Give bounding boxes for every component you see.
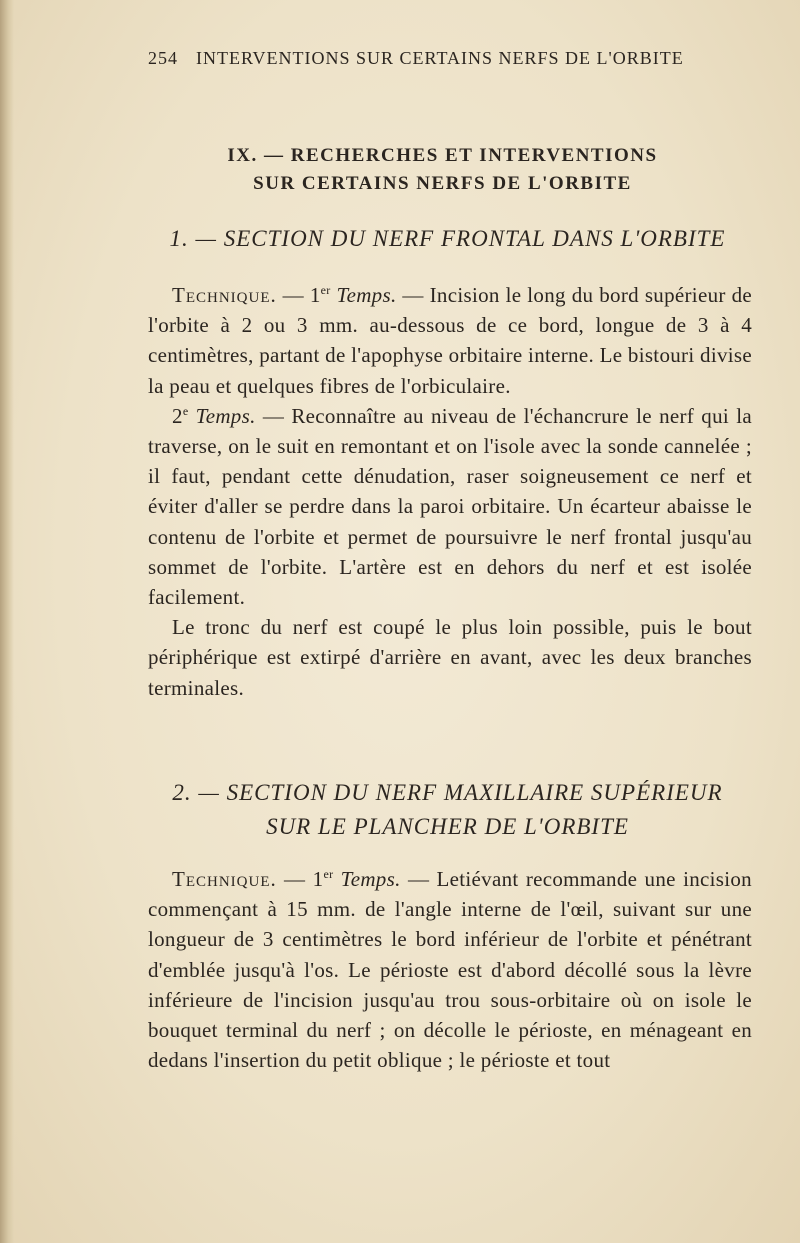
step-number: 2 <box>172 403 183 428</box>
step-label: Temps. <box>195 403 256 428</box>
step-label: Temps. <box>340 867 401 891</box>
section1-body <box>148 280 752 703</box>
running-header <box>148 48 710 69</box>
step-number: 1 <box>312 867 324 891</box>
chapter-heading-line1: IX. — RECHERCHES ET INTERVENTIONS <box>227 145 658 166</box>
step-suffix: e <box>182 403 189 418</box>
technique-label: Technique. <box>172 867 277 891</box>
chapter-heading-line2: SUR CERTAINS NERFS DE L'ORBITE <box>253 173 632 194</box>
step-label: Temps. <box>336 283 397 307</box>
step-suffix: er <box>320 283 331 297</box>
page-edge <box>0 0 14 1243</box>
section2-title-line2: SUR LE PLANCHER DE L'ORBITE <box>266 814 629 839</box>
chapter-heading <box>145 142 740 198</box>
section2-body <box>148 864 752 1075</box>
step-text: — Reconnaître au niveau de l'échancrure le nerf qui la traverse, on le suit en remontant et on l'isole avec la sonde cannelée ; il faut, pendant cette dénudation, raser soigneusement ce nerf et éviter d'aller se perdre dans la paroi orbitaire. Un écarteur abaisse le contenu de l'orbite et permet de poursuivre le nerf frontal jusqu'au sommet de l'orbite. L'artère est en dehors du nerf et est isolée facilement. <box>148 403 752 610</box>
paragraph: Technique. — 1er Temps. — Letiévant recommande une incision commençant à 15 mm. de l'angle interne de l'œil, suivant sur une longueur de 3 centimètres le bord inférieur de l'orbite et pénétrant d'emblée jusqu'à l'os. Le périoste est d'abord décollé sous la lèvre inférieure de l'incision jusqu'au trou sous-orbitaire où on isole le bouquet terminal du nerf ; on décolle le périoste, en ménageant en dedans l'insertion du petit oblique ; le périoste et tout <box>148 867 752 1073</box>
section2-title <box>145 776 750 844</box>
page-number: 254 <box>148 48 178 68</box>
step-text: — Letiévant recommande une incision commençant à 15 mm. de l'angle interne de l'œil, suivant sur une longueur de 3 centimètres le bord inférieur de l'orbite et pénétrant d'emblée jusqu'à l'os. Le périoste est d'abord décollé sous la lèvre inférieure de l'incision jusqu'au trou sous-orbitaire où on isole le bouquet terminal du nerf ; on décolle le périoste, en ménageant en dedans l'insertion du petit oblique ; le périoste et tout <box>148 867 752 1073</box>
step-suffix: er <box>323 867 334 881</box>
section2-title-line1: 2. — SECTION DU NERF MAXILLAIRE SUPÉRIEUR <box>172 780 723 805</box>
paragraph <box>148 401 752 612</box>
paragraph: Le tronc du nerf est coupé le plus loin possible, puis le bout périphérique est extirpé d'arrière en avant, avec les deux branches terminales. <box>148 615 752 700</box>
paragraph: Technique. — 1er Temps. — Incision le long du bord supérieur de l'orbite à 2 ou 3 mm. au-dessous de ce bord, longue de 3 à 4 centimètres, partant de l'apophyse orbitaire interne. Le bistouri divise la peau et quelques fibres de l'orbiculaire. <box>148 283 752 398</box>
step-number: 1 <box>309 283 321 307</box>
section1-title: 1. — SECTION DU NERF FRONTAL DANS L'ORBITE <box>169 226 726 251</box>
step-text: — Incision le long du bord supérieur de l'orbite à 2 ou 3 mm. au-dessous de ce bord, longue de 3 à 4 centimètres, partant de l'apophyse orbitaire interne. Le bistouri divise la peau et quelques fibres de l'orbiculaire. <box>148 283 752 398</box>
running-title: INTERVENTIONS SUR CERTAINS NERFS DE L'ORBITE <box>196 48 684 68</box>
technique-label: Technique. <box>172 283 277 307</box>
